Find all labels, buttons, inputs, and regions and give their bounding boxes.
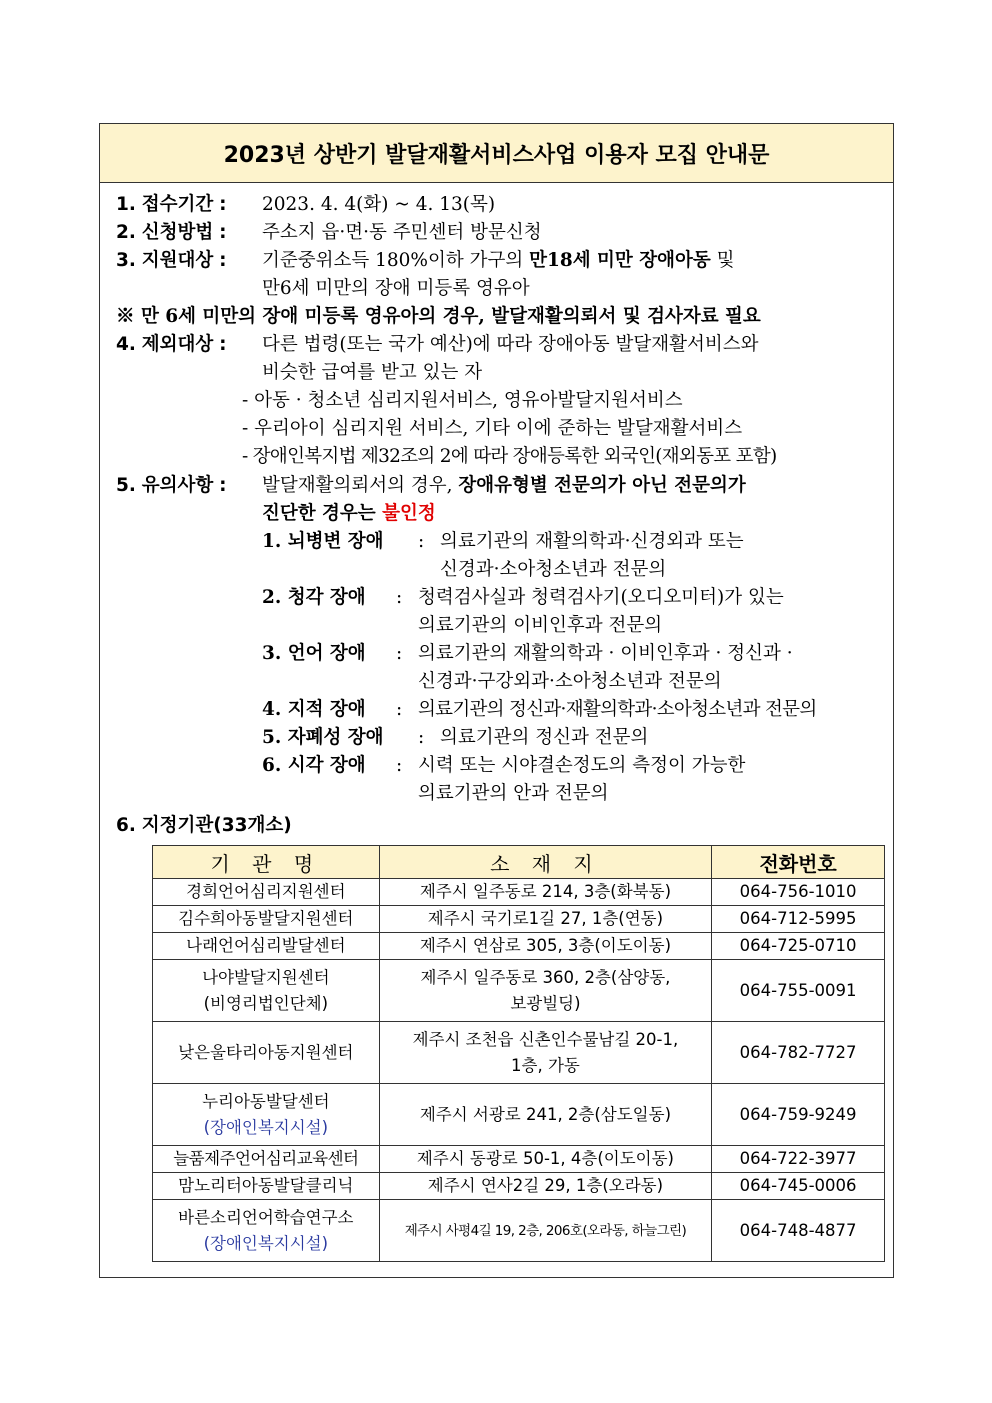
item-4-bullet: - 아동 · 청소년 심리지원서비스, 영유아발달지원서비스 <box>242 390 683 411</box>
table-row <box>153 1146 885 1173</box>
sub-text: 의료기관의 정신과 전문의 <box>440 727 649 748</box>
header-name: 기 관 명 <box>153 846 380 879</box>
cell-address: 제주시 조천읍 신촌인수물남길 20-1, 1층, 가동 <box>379 1022 712 1084</box>
cell-name: 나야발달지원센터 (비영리법인단체) <box>153 960 380 1022</box>
sub-label: 5. 자폐성 장애 <box>262 727 384 748</box>
sub-colon: : <box>396 699 403 720</box>
notice-frame <box>99 123 894 1278</box>
item-5: 5. 유의사항 : <box>116 475 227 496</box>
cell-address: 제주시 일주동로 214, 3층(화북동) <box>379 879 712 906</box>
cell-address: 제주시 연삼로 305, 3층(이도이동) <box>379 933 712 960</box>
cell-name: 바른소리언어학습연구소 (장애인복지시설) <box>153 1200 380 1262</box>
item-2: 2. 신청방법 : <box>116 222 227 243</box>
sub-colon: : <box>396 755 403 776</box>
sub-colon: : <box>396 643 403 664</box>
cell-phone: 064-782-7727 <box>712 1022 885 1084</box>
item-6: 6. 지정기관(33개소) <box>116 815 292 836</box>
table-row <box>153 960 885 1022</box>
sub-colon: : <box>418 531 425 552</box>
page-title: 2023년 상반기 발달재활서비스사업 이용자 모집 안내문 <box>100 124 893 183</box>
cell-name: 맘노리터아동발달클리닉 <box>153 1173 380 1200</box>
cell-address: 제주시 사평4길 19, 2층, 206호(오라동, 하늘그린) <box>379 1200 712 1262</box>
table-header-row <box>153 846 885 879</box>
sub-text: 청력검사실과 청력검사기(오디오미터)가 있는 <box>418 587 784 608</box>
cell-phone: 064-745-0006 <box>712 1173 885 1200</box>
item-1-text: 2023. 4. 4(화) ~ 4. 13(목) <box>262 194 496 215</box>
item-4-bullet: - 우리아이 심리지원 서비스, 기타 이에 준하는 발달재활서비스 <box>242 418 743 439</box>
cell-phone: 064-725-0710 <box>712 933 885 960</box>
table-row <box>153 1022 885 1084</box>
cell-name: 늘품제주언어심리교육센터 <box>153 1146 380 1173</box>
item-4-text-1: 다른 법령(또는 국가 예산)에 따라 장애아동 발달재활서비스와 <box>262 334 759 355</box>
header-address: 소 재 지 <box>379 846 712 879</box>
cell-phone: 064-722-3977 <box>712 1146 885 1173</box>
cell-address: 제주시 동광로 50-1, 4층(이도이동) <box>379 1146 712 1173</box>
cell-phone: 064-756-1010 <box>712 879 885 906</box>
cell-phone: 064-755-0091 <box>712 960 885 1022</box>
sub-text: 의료기관의 재활의학과 · 이비인후과 · 정신과 · <box>418 643 793 664</box>
item-3: 3. 지원대상 : <box>116 250 227 271</box>
sub-label: 2. 청각 장애 <box>262 587 366 608</box>
sub-colon: : <box>418 727 425 748</box>
sub-text: 의료기관의 안과 전문의 <box>418 783 609 804</box>
item-4-bullet: - 장애인복지법 제32조의 2에 따라 장애등록한 외국인(재외동포 포함) <box>242 446 777 467</box>
item-1: 1. 접수기간 : <box>116 194 227 215</box>
cell-phone: 064-748-4877 <box>712 1200 885 1262</box>
item-2-text: 주소지 읍·면·동 주민센터 방문신청 <box>262 222 542 243</box>
table-row <box>153 933 885 960</box>
institution-table <box>152 845 885 1262</box>
cell-name: 나래언어심리발달센터 <box>153 933 380 960</box>
item-3-text-2: 만6세 미만의 장애 미등록 영유아 <box>262 278 530 299</box>
note-line: ※ 만 6세 미만의 장애 미등록 영유아의 경우, 발달재활의뢰서 및 검사자료 필요 <box>116 306 761 327</box>
table-row <box>153 1173 885 1200</box>
item-4-text-2: 비슷한 급여를 받고 있는 자 <box>262 362 483 383</box>
sub-label: 4. 지적 장애 <box>262 699 366 720</box>
cell-address: 제주시 국기로1길 27, 1층(연동) <box>379 906 712 933</box>
item-5-text-2: 진단한 경우는 불인정 <box>262 503 436 524</box>
cell-name: 누리아동발달센터 (장애인복지시설) <box>153 1084 380 1146</box>
cell-name: 낮은울타리아동지원센터 <box>153 1022 380 1084</box>
sub-text: 의료기관의 정신과·재활의학과·소아청소년과 전문의 <box>418 699 817 720</box>
sub-colon: : <box>396 587 403 608</box>
sub-text: 신경과·소아청소년과 전문의 <box>440 559 667 580</box>
sub-text: 시력 또는 시야결손정도의 측정이 가능한 <box>418 755 746 776</box>
sub-text: 신경과·구강외과·소아청소년과 전문의 <box>418 671 722 692</box>
cell-phone: 064-712-5995 <box>712 906 885 933</box>
sub-text: 의료기관의 이비인후과 전문의 <box>418 615 663 636</box>
table-row <box>153 1200 885 1262</box>
sub-label: 3. 언어 장애 <box>262 643 366 664</box>
not-accepted-label: 불인정 <box>382 503 436 524</box>
table-row <box>153 879 885 906</box>
item-3-text: 기준중위소득 180%이하 가구의 만18세 미만 장애아동 및 <box>262 250 735 271</box>
cell-address: 제주시 연사2길 29, 1층(오라동) <box>379 1173 712 1200</box>
sub-text: 의료기관의 재활의학과·신경외과 또는 <box>440 531 744 552</box>
sub-label: 1. 뇌병변 장애 <box>262 531 384 552</box>
item-5-text: 발달재활의뢰서의 경우, 장애유형별 전문의가 아닌 전문의가 <box>262 475 746 496</box>
cell-name: 경희언어심리지원센터 <box>153 879 380 906</box>
cell-phone: 064-759-9249 <box>712 1084 885 1146</box>
cell-address: 제주시 서광로 241, 2층(삼도일동) <box>379 1084 712 1146</box>
cell-address: 제주시 일주동로 360, 2층(삼양동, 보광빌딩) <box>379 960 712 1022</box>
table-row <box>153 1084 885 1146</box>
header-phone: 전화번호 <box>712 846 885 879</box>
item-4: 4. 제외대상 : <box>116 334 227 355</box>
cell-name: 김수희아동발달지원센터 <box>153 906 380 933</box>
sub-label: 6. 시각 장애 <box>262 755 366 776</box>
table-row <box>153 906 885 933</box>
